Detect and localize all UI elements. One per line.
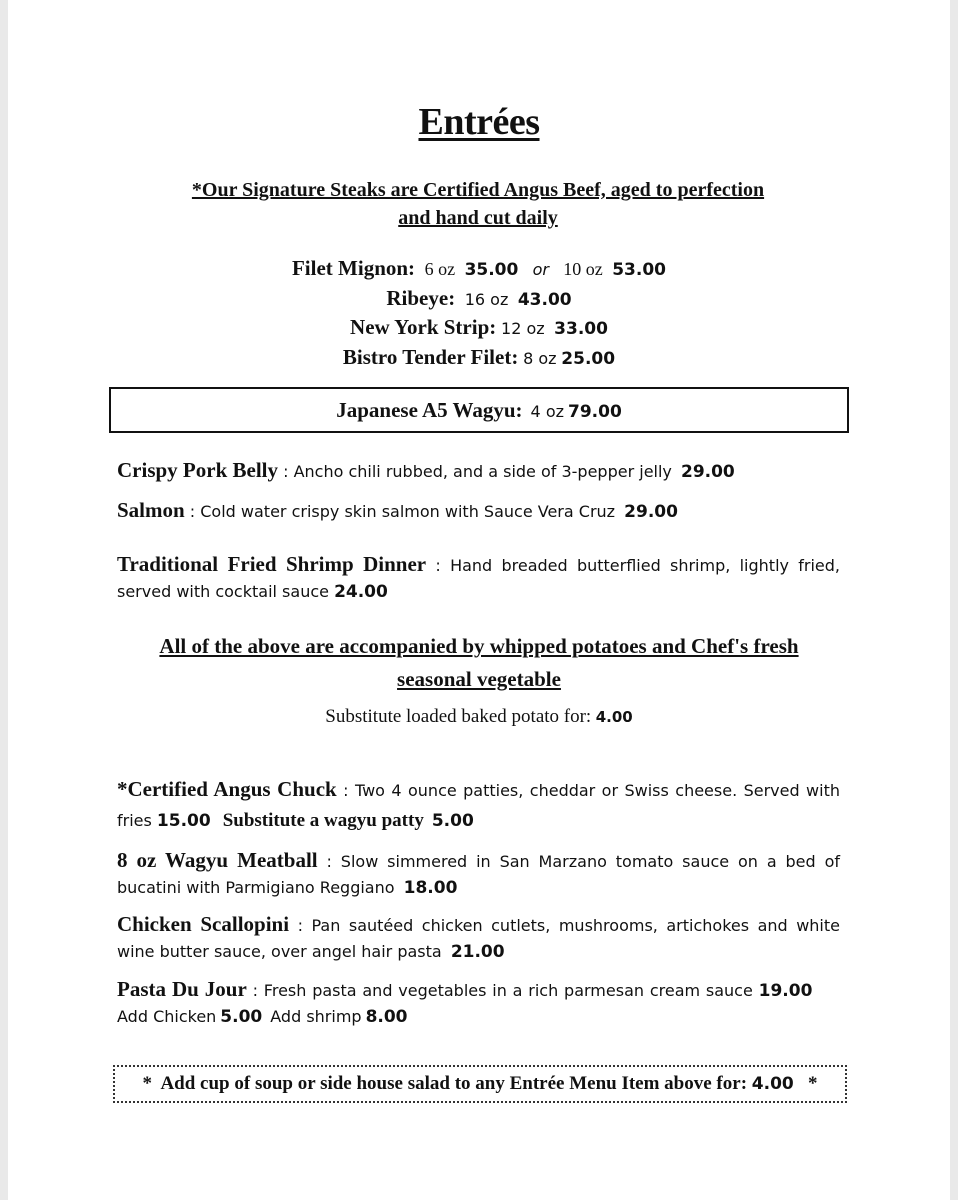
item-addon-label: Add Chicken (117, 1007, 217, 1026)
steak-bistro-tender-filet (8, 344, 950, 374)
item-description: : Pan sautéed chicken cutlets, mushrooms, artichokes and white wine butter sauce, over angel hair pasta (117, 916, 840, 961)
soup-salad-note-box (113, 1065, 847, 1103)
menu-item-pasta-du-jour (117, 977, 840, 1030)
wagyu-price: 79.00 (568, 402, 622, 422)
item-price: 29.00 (624, 502, 678, 522)
steak-name: New York Strip: (350, 315, 497, 339)
item-addon-label: Substitute a wagyu patty (222, 810, 424, 831)
or-separator: or (532, 260, 549, 279)
steak-size: 16 oz (464, 289, 509, 309)
item-price: 18.00 (403, 878, 458, 898)
wagyu-size: 4 oz (530, 402, 564, 421)
steak-name: Filet Mignon: (291, 256, 416, 280)
steak-price: 25.00 (561, 348, 616, 369)
signature-note-line1: *Our Signature Steaks are Certified Angus Beef, aged to perfection (191, 179, 765, 201)
item-name: Salmon (117, 498, 185, 522)
item-addon-price: 5.00 (220, 1007, 263, 1027)
accompaniment-line1: All of the above are accompanied by whipped potatoes and Chef's fresh (159, 634, 799, 658)
item-description: : Hand breaded butterflied shrimp, lightly fried, served with cocktail sauce (117, 556, 841, 601)
steak-price: 33.00 (554, 319, 608, 339)
item-price: 19.00 (758, 981, 813, 1001)
steak-size: 10 oz (563, 259, 603, 279)
item-name: Pasta Du Jour (117, 977, 247, 1001)
steak-name: Ribeye: (386, 285, 456, 310)
steak-size: 6 oz (424, 259, 456, 279)
item-price: 15.00 (156, 811, 211, 831)
soup-salad-note-price: 4.00 (751, 1074, 794, 1094)
substitute-note (8, 706, 950, 728)
item-price: 29.00 (680, 462, 735, 482)
steak-price: 53.00 (612, 260, 666, 280)
steak-size: 8 oz (523, 348, 557, 368)
star-left: * (142, 1073, 152, 1094)
signature-note-line2: and hand cut daily (398, 207, 558, 229)
signature-steaks-note (108, 176, 848, 232)
substitute-price: 4.00 (595, 708, 633, 726)
steak-filet-mignon (8, 255, 950, 285)
steak-name: Bistro Tender Filet: (342, 344, 519, 369)
menu-item-wagyu-meatball (117, 848, 840, 901)
steak-price: 43.00 (517, 289, 572, 310)
steak-new-york-strip (8, 314, 950, 344)
wagyu-box (109, 387, 849, 433)
soup-salad-note-text: Add cup of soup or side house salad to any Entrée Menu Item above for: (160, 1073, 748, 1094)
item-price: 24.00 (334, 582, 388, 602)
item-addon-label: Add shrimp (270, 1007, 362, 1026)
item-description: : Two 4 ounce patties, cheddar or Swiss cheese. Served with fries (117, 781, 841, 830)
menu-item-pork-belly (117, 458, 840, 485)
item-addon-price: 5.00 (431, 811, 474, 831)
steak-ribeye (8, 285, 950, 315)
wagyu-name: Japanese A5 Wagyu: (336, 398, 523, 422)
accompaniment-note (108, 630, 850, 696)
steak-list (8, 255, 950, 373)
item-description: : Ancho chili rubbed, and a side of 3-pepper jelly (278, 462, 677, 481)
item-description: : Fresh pasta and vegetables in a rich parmesan cream sauce (246, 981, 759, 1000)
item-addon-price: 8.00 (365, 1007, 408, 1027)
item-name: Crispy Pork Belly (117, 458, 278, 482)
page-title: Entrées (418, 101, 540, 143)
menu-item-fried-shrimp (117, 552, 840, 605)
steak-size: 12 oz (501, 319, 545, 338)
item-name: Traditional Fried Shrimp Dinner (117, 552, 427, 576)
menu-item-angus-chuck (117, 775, 840, 836)
steak-price: 35.00 (464, 260, 519, 280)
item-name: 8 oz Wagyu Meatball (117, 848, 318, 872)
item-description: : Slow simmered in San Marzano tomato sauce on a bed of bucatini with Parmigiano Reggiano (117, 852, 840, 897)
menu-page (8, 0, 950, 1200)
accompaniment-line2: seasonal vegetable (397, 667, 561, 691)
substitute-text: Substitute loaded baked potato for: (325, 706, 592, 727)
item-price: 21.00 (450, 942, 505, 962)
star-right: * (807, 1073, 818, 1094)
menu-item-chicken-scallopini (117, 912, 840, 965)
item-name: Chicken Scallopini (117, 912, 290, 936)
item-description: : Cold water crispy skin salmon with Sauce Vera Cruz (184, 502, 621, 521)
menu-item-salmon (117, 498, 840, 525)
item-name: *Certified Angus Chuck (117, 777, 337, 801)
